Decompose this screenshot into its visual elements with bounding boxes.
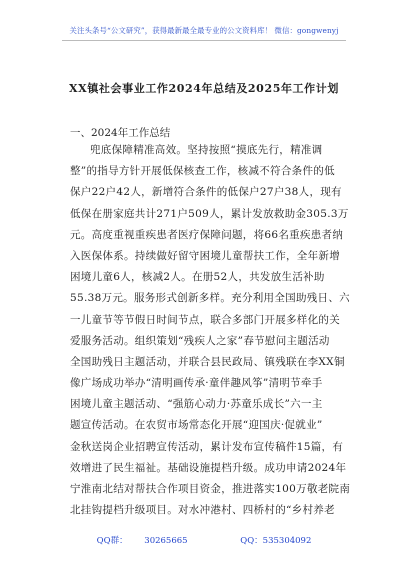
document-body — [70, 140, 350, 521]
header-divider — [62, 40, 346, 41]
body-line: 宁淮南北结对帮扶合作项目资金，推进落实100万敬老院南 — [70, 483, 350, 495]
header-banner: 关注头条号“公文研究”，获得最新最全最专业的公文资料库！ 微信：gongwenyj — [69, 26, 339, 35]
body-line: 北挂钩提档升级项目。对水冲港村、四桥村的“乡村养老 — [70, 504, 335, 517]
section-heading: 一、2024年工作总结 — [70, 127, 171, 139]
body-line: 题宣传活动。在农贸市场常态化开展“迎国庆·促就业” — [70, 419, 323, 432]
body-line: 元。高度重视重疾患者医疗保障问题，将66名重疾患者纳 — [70, 228, 344, 241]
document-title: XX镇社会事业工作2024年总结及2025年工作计划 — [69, 82, 339, 95]
body-line: 困境儿童主题活动、“强筋心动力·苏童乐成长”六一主 — [70, 398, 323, 411]
body-line: 金秋送岗企业招聘宣传活动，累计发布宣传稿件15篇，有 — [70, 440, 344, 453]
body-line: 55.38万元。服务形式创新多样。充分利用全国助残日、六 — [70, 292, 350, 305]
body-line: 低保在册家庭共计271户509人，累计发放救助金305.3万 — [70, 207, 349, 220]
body-line: 爱服务活动。组织策划“残疾人之家”春节慰问主题活动 — [70, 334, 330, 347]
body-line: 兜底保障精准高效。坚持按照“摸底先行，精准调 — [90, 144, 323, 156]
body-line: 困境儿童6人，核减2人。在册52人，共发放生活补助 — [70, 271, 325, 284]
body-line: 效增进了民生福祉。基础设施提档升级。成功申请2024年 — [70, 461, 347, 474]
qq-number: QQ：535304092 — [240, 536, 312, 546]
body-line: 保户22户42人，新增符合条件的低保户27户38人，现有 — [70, 186, 342, 199]
qq-group-number: QQ群： 30265665 — [96, 536, 188, 546]
footer-contact — [0, 534, 408, 546]
body-line: 全国助残日主题活动，并联合县民政局、镇残联在李XX铜 — [70, 355, 345, 368]
body-line: 入医保体系。持续做好留守困境儿童帮扶工作，全年新增 — [70, 249, 340, 262]
body-line: 一儿童节等节假日时间节点，联合多部门开展多样化的关 — [70, 313, 340, 326]
body-line: 像广场成功举办“清明画传承·童伴趣风筝”清明节牵手 — [70, 377, 323, 390]
body-line: 整”的指导方针开展低保核查工作，核减不符合条件的低 — [70, 165, 335, 178]
